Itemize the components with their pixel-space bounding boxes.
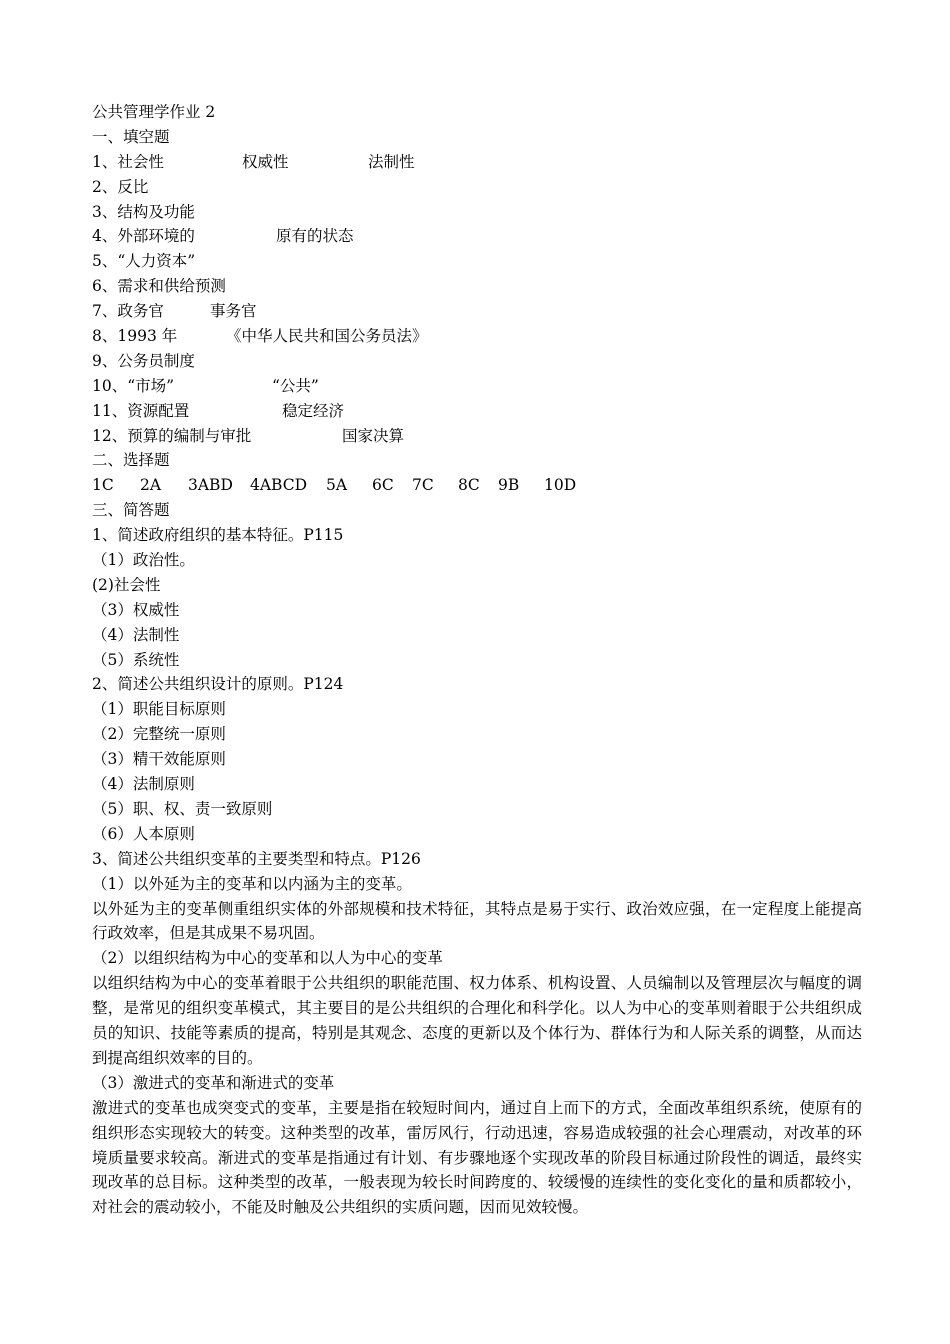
choice-answer: 5A (326, 476, 348, 495)
q3-paragraph-3: 激进式的变革也成突变式的变革，主要是指在较短时间内，通过自上而下的方式，全面改革组织系统，使原有的组织形态实现较大的转变。这种类型的改革，雷厉风行，行动迅速，容易造成较强的社会心理震动，对改革的环境质量要求较高。渐进式的变革是指通过有计划、有步骤地逐个实现改革的阶段目标通过阶段性的调适，最终实现改革的总目标。这种类型的改革，一般表现为较长时间跨度的、较缓慢的连续性的变化变化的量和质都较小，对社会的震动较小，不能及时触及公共组织的实质问题，因而见效较慢。 (92, 1098, 862, 1217)
fill-item-11 (92, 399, 862, 424)
q1-point: （3）权威性 (92, 600, 180, 619)
answer-text: 4、外部环境的 (92, 227, 195, 246)
fill-item-12 (92, 424, 862, 449)
fill-item-7 (92, 299, 862, 324)
q2-point: （2）完整统一原则 (92, 725, 226, 744)
q2-point: （5）职、权、责一致原则 (92, 799, 273, 818)
answer-text: 2、反比 (92, 177, 149, 196)
q1-point: (2)社会性 (92, 575, 161, 594)
q3-subheading-3: （3）激进式的变革和渐进式的变革 (92, 1073, 335, 1092)
section-heading-fill-blank: 一、填空题 (92, 127, 170, 146)
answer-text: 12、预算的编制与审批 (92, 426, 252, 445)
q1-point: （1）政治性。 (92, 551, 195, 570)
answer-text: 国家决算 (342, 426, 405, 445)
question-1: 1、简述政府组织的基本特征。P115 (92, 526, 344, 545)
section-heading-short-answer: 三、简答题 (92, 501, 170, 520)
answer-text: 5、“人力资本” (92, 252, 196, 271)
document-title: 公共管理学作业 2 (92, 103, 216, 121)
q2-point: （3）精干效能原则 (92, 750, 226, 769)
choice-answer: 7C (412, 476, 434, 495)
fill-item-1 (92, 150, 862, 175)
choice-answer: 2A (140, 476, 162, 495)
fill-item-10 (92, 374, 862, 399)
answer-text: 稳定经济 (282, 401, 345, 420)
answer-text: “公共” (272, 376, 319, 395)
section-heading-choice: 二、选择题 (92, 451, 170, 470)
fill-item-5 (92, 249, 862, 274)
q3-paragraph-1: 以外延为主的变革侧重组织实体的外部规模和技术特征，其特点是易于实行、政治效应强，在一定程度上能提高行政效率，但是其成果不易巩固。 (92, 899, 862, 943)
answer-text: 1、社会性 (92, 152, 164, 171)
answer-text: 9、公务员制度 (92, 351, 195, 370)
q3-paragraph-2: 以组织结构为中心的变革着眼于公共组织的职能范围、权力体系、机构设置、人员编制以及管理层次与幅度的调整，是常见的组织变革模式，其主要目的是公共组织的合理化和科学化。以人为中心的变革则着眼于公共组织成员的知识、技能等素质的提高，特别是其观念、态度的更新以及个体行为、群体行为和人际关系的调整，从而达到提高组织效率的目的。 (92, 974, 862, 1067)
answer-text: 原有的状态 (276, 227, 354, 246)
q1-point: （4）法制性 (92, 625, 180, 644)
choice-answer: 1C (92, 476, 114, 495)
answer-text: 3、结构及功能 (92, 202, 195, 221)
answer-text: 7、政务官 (92, 302, 164, 321)
q2-point: （6）人本原则 (92, 824, 195, 843)
choice-answer: 8C (458, 476, 480, 495)
choice-answer: 4ABCD (250, 476, 308, 495)
q2-point: （4）法制原则 (92, 775, 195, 794)
fill-item-9 (92, 349, 862, 374)
q2-point: （1）职能目标原则 (92, 700, 226, 719)
answer-text: 权威性 (242, 152, 289, 171)
choice-answer: 3ABD (188, 476, 233, 495)
answer-text: 法制性 (368, 152, 415, 171)
answer-text: 8、1993 年 (92, 327, 178, 346)
choice-answers (92, 473, 862, 498)
fill-item-2 (92, 175, 862, 200)
answer-text: 事务官 (210, 302, 257, 321)
fill-item-6 (92, 274, 862, 299)
fill-item-3 (92, 200, 862, 225)
q3-subheading-1: （1）以外延为主的变革和以内涵为主的变革。 (92, 874, 412, 893)
fill-item-8 (92, 324, 862, 349)
question-3: 3、简述公共组织变革的主要类型和特点。P126 (92, 849, 421, 868)
document-page (92, 100, 862, 1220)
answer-text: 《中华人民共和国公务员法》 (226, 327, 428, 346)
choice-answer: 9B (498, 476, 520, 495)
answer-text: 6、需求和供给预测 (92, 277, 226, 296)
answer-text: 11、资源配置 (92, 401, 190, 420)
q1-point: （5）系统性 (92, 650, 180, 669)
question-2: 2、简述公共组织设计的原则。P124 (92, 675, 344, 694)
answer-text: 10、“市场” (92, 376, 175, 395)
fill-item-4 (92, 224, 862, 249)
choice-answer: 10D (544, 476, 577, 495)
choice-answer: 6C (372, 476, 394, 495)
q3-subheading-2: （2）以组织结构为中心的变革和以人为中心的变革 (92, 949, 443, 968)
